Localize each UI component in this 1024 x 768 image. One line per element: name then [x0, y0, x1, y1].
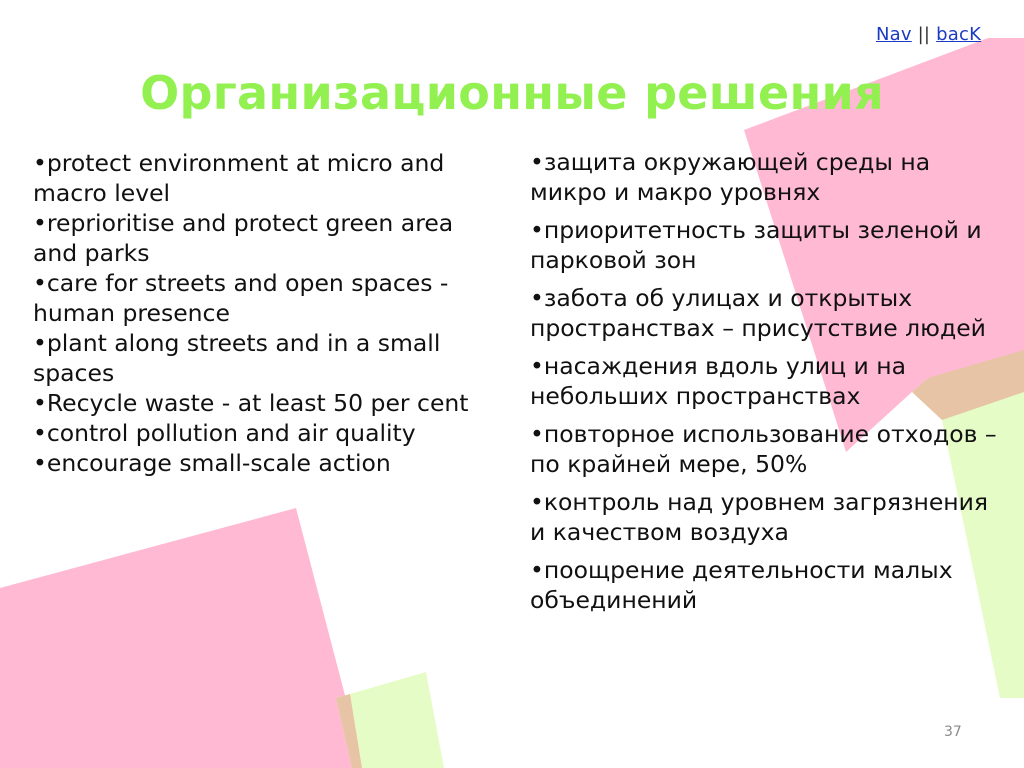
list-item: •encourage small-scale action	[33, 449, 391, 477]
list-item: •plant along streets and in a small spaces	[33, 329, 441, 387]
list-item: •защита окружающей среды на микро и макро уровнях	[530, 148, 931, 206]
slide-title: Организационные решения	[140, 66, 884, 120]
page-number: 37	[944, 724, 962, 740]
russian-bullet-list	[530, 147, 1000, 623]
list-item: •Recycle waste - at least 50 per cent	[33, 389, 469, 417]
pink-square-bottom-left	[0, 508, 364, 768]
list-item: •приоритетность защиты зеленой и парковой зон	[530, 216, 982, 274]
list-item: •care for streets and open spaces - human presence	[33, 269, 449, 327]
english-bullet-list	[33, 148, 503, 478]
list-item: •забота об улицах и открытых пространствах – присутствие людей	[530, 284, 986, 342]
nav-separator: ||	[917, 24, 931, 45]
list-item: •protect environment at micro and macro level	[33, 149, 445, 207]
list-item: •reprioritise and protect green area and parks	[33, 209, 454, 267]
nav-link[interactable]: Nav	[876, 24, 912, 45]
list-item: •поощрение деятельности малых объединений	[530, 556, 953, 614]
navigation-links	[876, 24, 981, 45]
list-item: •контроль над уровнем загрязнения и качеством воздуха	[530, 488, 989, 546]
list-item: •насаждения вдоль улиц и на небольших пространствах	[530, 352, 907, 410]
list-item: •control pollution and air quality	[33, 419, 416, 447]
list-item: •повторное использование отходов – по крайней мере, 50%	[530, 420, 997, 478]
back-link[interactable]: bacK	[936, 24, 982, 45]
